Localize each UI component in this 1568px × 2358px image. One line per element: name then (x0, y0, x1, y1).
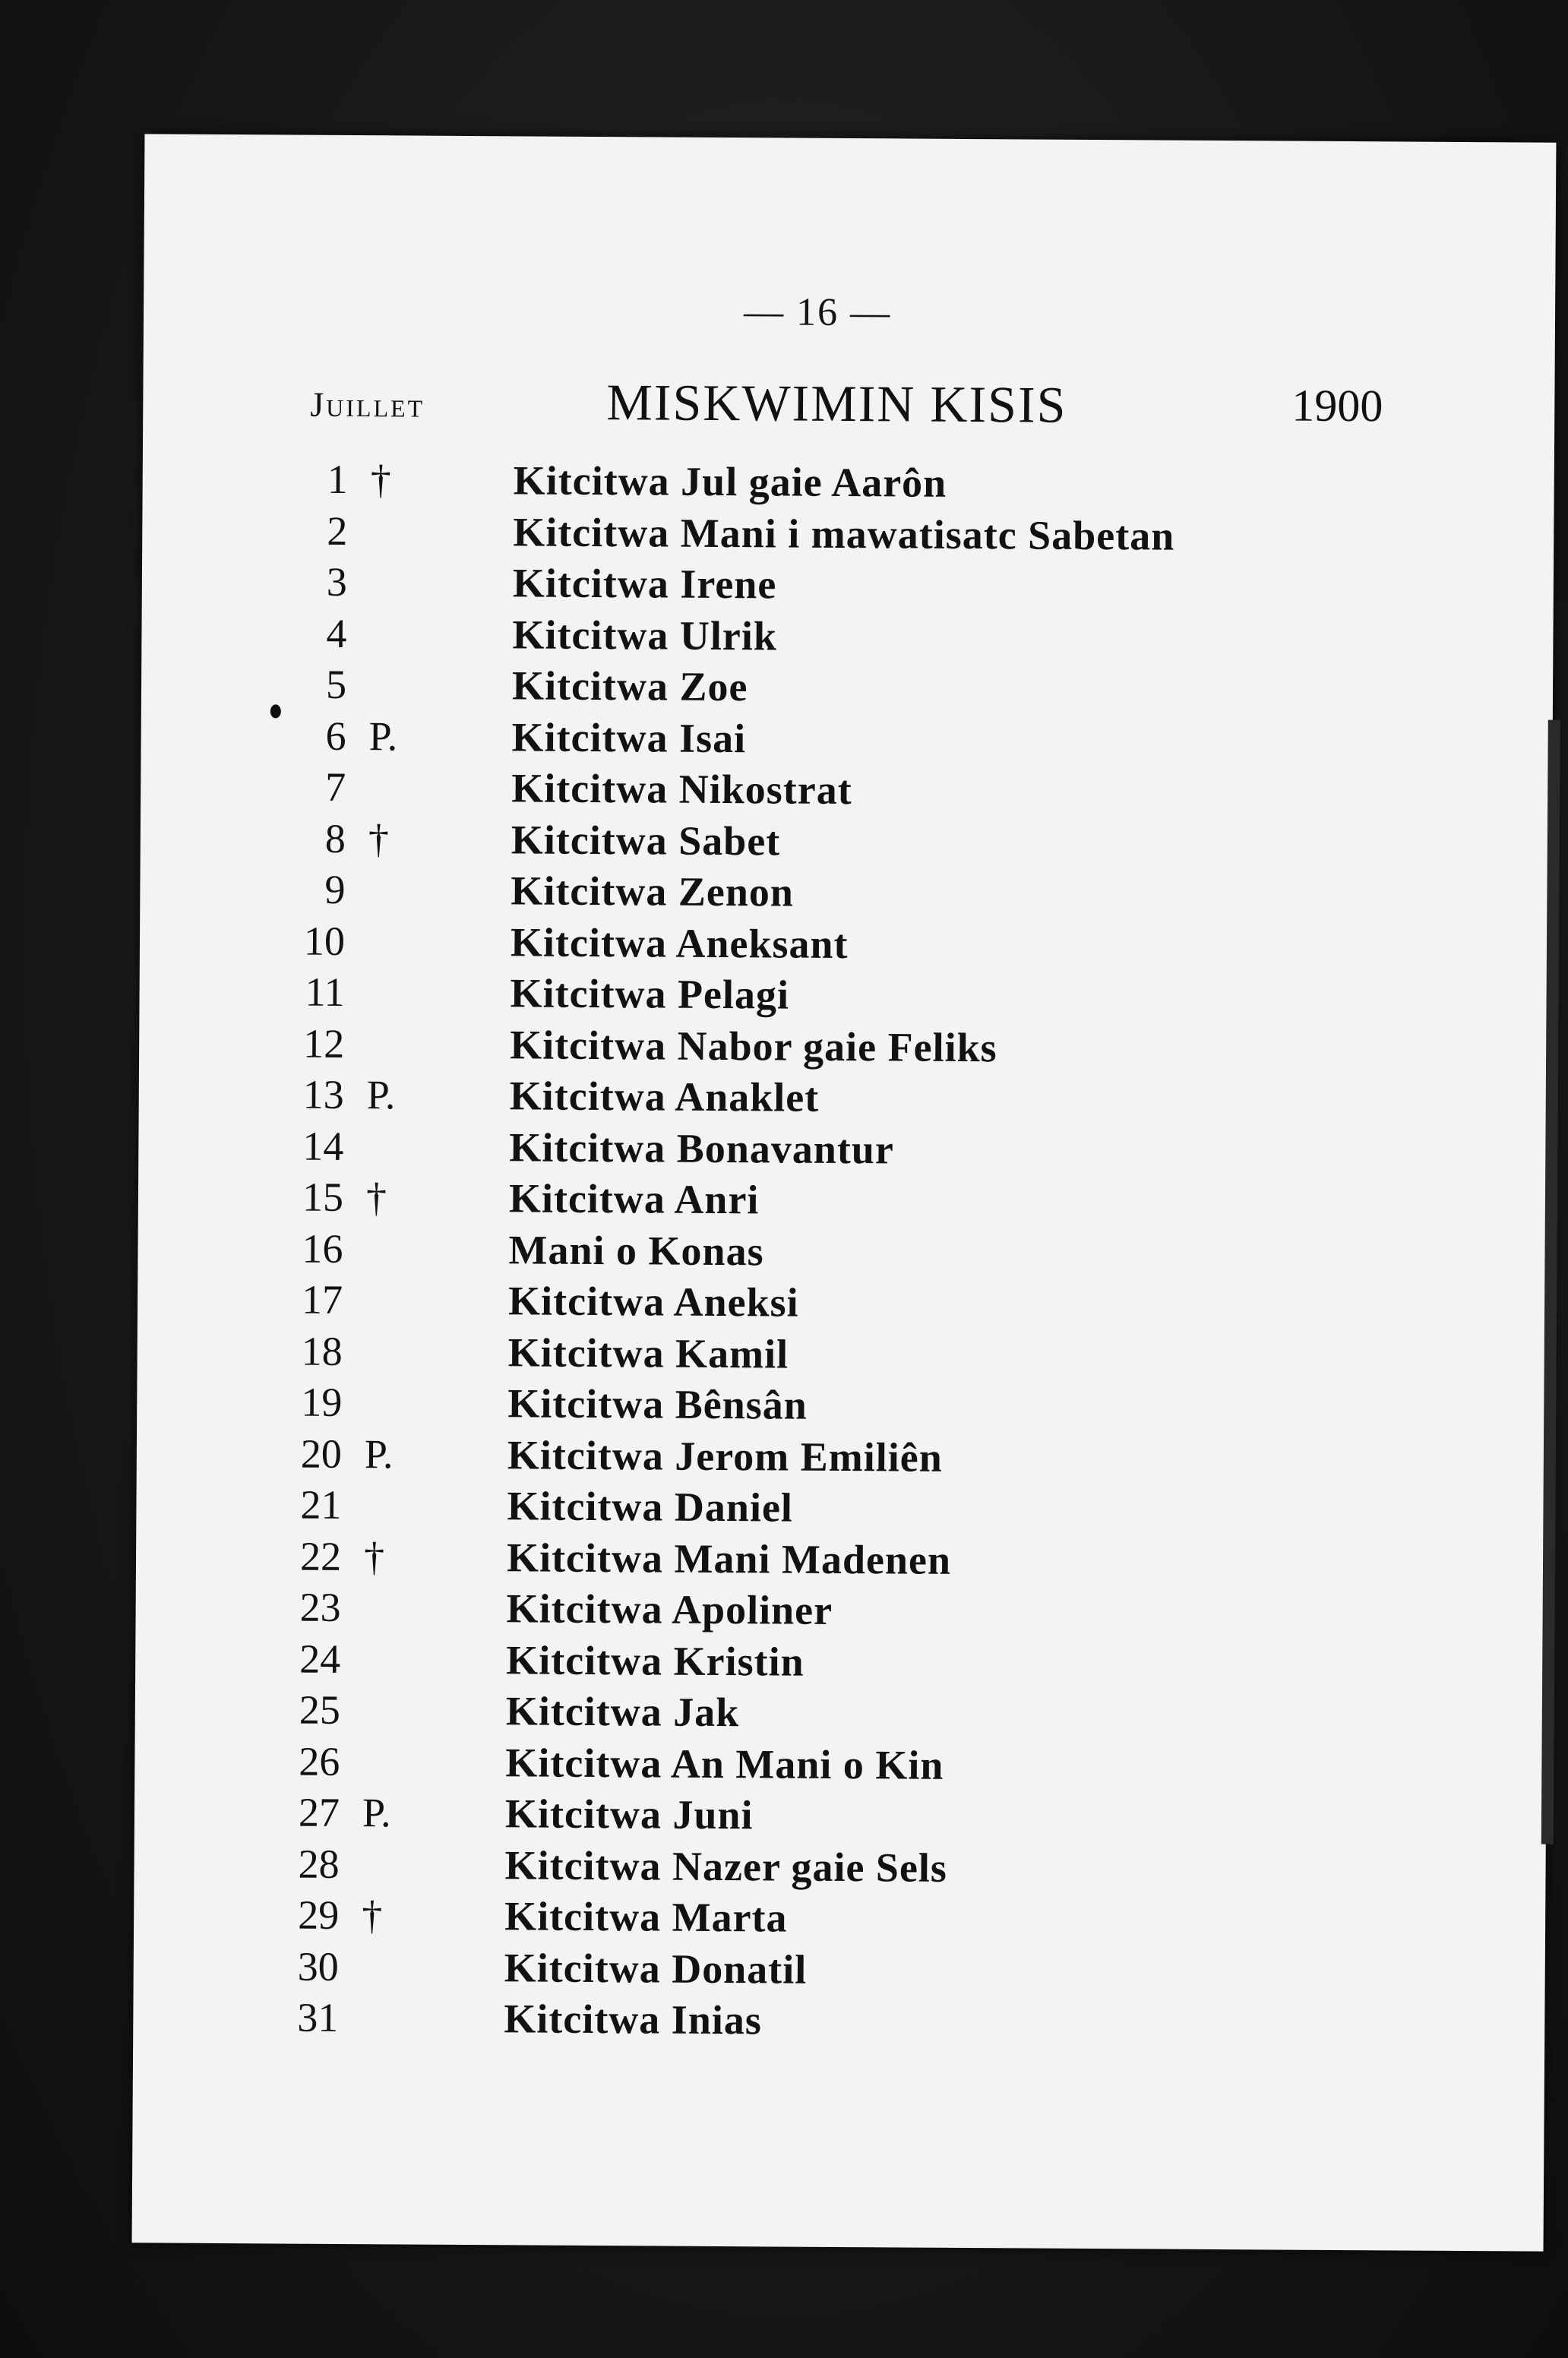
entry-day: 9 (324, 866, 346, 912)
calendar-entry (139, 966, 1551, 1026)
calendar-entry (140, 863, 1551, 923)
calendar-entry (142, 504, 1554, 564)
month-title: MISKWIMIN KISIS (606, 373, 1067, 434)
entry-day: 1 (327, 456, 348, 502)
entry-day: 31 (297, 1994, 339, 2040)
entry-day: 13 (302, 1071, 344, 1117)
entry-saint: Kitcitwa Apoliner (506, 1585, 833, 1633)
calendar-entry (138, 1120, 1550, 1180)
entry-day: 17 (301, 1276, 343, 1323)
entry-mark: P. (366, 1072, 396, 1118)
entry-day: 10 (303, 918, 346, 964)
calendar-entry (135, 1683, 1547, 1743)
entry-day: 7 (325, 763, 346, 810)
entry-saint: Kitcitwa Bonavantur (509, 1124, 895, 1172)
entry-mark: † (363, 1533, 385, 1579)
calendar-entry (141, 658, 1553, 718)
entry-day: 22 (299, 1533, 342, 1579)
entry-day: 18 (301, 1328, 343, 1374)
calendar-entry (137, 1376, 1548, 1436)
entry-saint: Kitcitwa Pelagi (510, 970, 790, 1018)
entry-saint: Kitcitwa Irene (512, 560, 777, 608)
calendar-entry (141, 607, 1553, 667)
calendar-entry (138, 1273, 1549, 1333)
entry-saint: Kitcitwa Daniel (507, 1483, 794, 1531)
entry-saint: Kitcitwa Anaklet (509, 1073, 820, 1121)
entry-saint: Kitcitwa Kamil (507, 1329, 789, 1377)
entry-saint: Kitcitwa An Mani o Kin (505, 1739, 944, 1788)
saints-list (133, 453, 1554, 2051)
month-header (143, 362, 1555, 438)
calendar-entry (136, 1530, 1547, 1590)
entry-saint: Kitcitwa Nazer gaie Sels (504, 1841, 948, 1891)
entry-saint: Kitcitwa Mani Madenen (506, 1534, 952, 1583)
year: 1900 (1291, 380, 1383, 431)
entry-day: 30 (297, 1943, 339, 1990)
entry-saint: Kitcitwa Donatil (504, 1944, 808, 1993)
entry-saint: Kitcitwa Sabet (511, 816, 781, 864)
entry-saint: Kitcitwa Aneksant (510, 918, 849, 967)
entry-mark: P. (368, 713, 398, 759)
entry-day: 8 (324, 815, 346, 861)
entry-day: 15 (302, 1174, 344, 1220)
entry-mark: P. (364, 1430, 394, 1477)
entry-saint: Kitcitwa Aneksi (507, 1278, 799, 1326)
entry-saint: Kitcitwa Isai (511, 713, 747, 761)
entry-saint: Kitcitwa Kristin (506, 1636, 805, 1685)
entry-day: 11 (305, 969, 345, 1015)
entry-mark: † (368, 815, 390, 861)
entry-saint: Kitcitwa Nabor gaie Feliks (510, 1021, 997, 1070)
entry-day: 25 (299, 1686, 341, 1733)
entry-saint: Kitcitwa Inias (504, 1996, 763, 2043)
calendar-entry (134, 1838, 1545, 1898)
calendar-entry (135, 1633, 1547, 1693)
entry-mark: P. (362, 1790, 391, 1836)
entry-saint: Kitcitwa Nikostrat (511, 765, 852, 814)
entry-day: 21 (300, 1481, 342, 1528)
entry-day: 19 (301, 1379, 343, 1425)
entry-day: 29 (297, 1892, 340, 1938)
entry-day: 27 (298, 1789, 340, 1835)
entry-day: 20 (300, 1430, 343, 1477)
calendar-entry (135, 1581, 1547, 1641)
calendar-page (132, 134, 1557, 2251)
entry-saint: Kitcitwa Jerom Emiliên (507, 1431, 943, 1481)
entry-saint: Kitcitwa Zoe (511, 662, 748, 710)
entry-day: 12 (303, 1020, 345, 1067)
calendar-entry (134, 1889, 1545, 1949)
entry-day: 28 (298, 1841, 340, 1887)
calendar-entry (134, 1940, 1545, 2000)
entry-saint: Kitcitwa Zenon (511, 868, 795, 915)
calendar-entry (138, 1222, 1549, 1282)
calendar-entry (140, 915, 1551, 975)
calendar-entry (134, 1786, 1546, 1846)
entry-mark: † (370, 457, 391, 503)
calendar-entry (138, 1171, 1550, 1231)
entry-day: 4 (326, 610, 347, 656)
entry-day: 24 (299, 1636, 341, 1682)
entry-day: 16 (302, 1225, 343, 1272)
entry-saint: Mani o Konas (508, 1226, 764, 1274)
page-number: — 16 — (743, 290, 892, 335)
calendar-entry (139, 1068, 1551, 1128)
calendar-entry (141, 710, 1552, 770)
calendar-entry (136, 1478, 1547, 1538)
calendar-entry (141, 812, 1552, 872)
calendar-entry (137, 1427, 1548, 1487)
entry-day: 2 (327, 507, 348, 554)
entry-day: 6 (325, 713, 346, 759)
entry-saint: Kitcitwa Ulrik (512, 611, 778, 659)
entry-saint: Kitcitwa Marta (504, 1893, 788, 1941)
entry-day: 14 (302, 1123, 344, 1169)
entry-mark: † (361, 1892, 383, 1939)
entry-saint: Kitcitwa Mani i mawatisatc Sabetan (513, 508, 1175, 559)
calendar-entry (134, 1735, 1546, 1795)
calendar-entry (133, 1991, 1544, 2051)
entry-saint: Kitcitwa Jul gaie Aarôn (513, 457, 947, 506)
entry-day: 5 (325, 661, 347, 707)
entry-day: 23 (299, 1584, 341, 1630)
entry-saint: Kitcitwa Anri (508, 1175, 760, 1223)
calendar-entry (143, 453, 1554, 513)
calendar-entry (139, 1017, 1551, 1077)
entry-day: 26 (299, 1738, 340, 1784)
entry-mark: † (365, 1174, 387, 1221)
calendar-entry (141, 760, 1552, 820)
month-french: Juillet (310, 384, 425, 425)
entry-saint: Kitcitwa Juni (504, 1791, 754, 1838)
entry-saint: Kitcitwa Jak (505, 1688, 740, 1736)
calendar-entry (142, 555, 1554, 615)
entry-day: 3 (326, 558, 348, 605)
calendar-entry (138, 1325, 1549, 1385)
entry-saint: Kitcitwa Bênsân (507, 1380, 808, 1428)
